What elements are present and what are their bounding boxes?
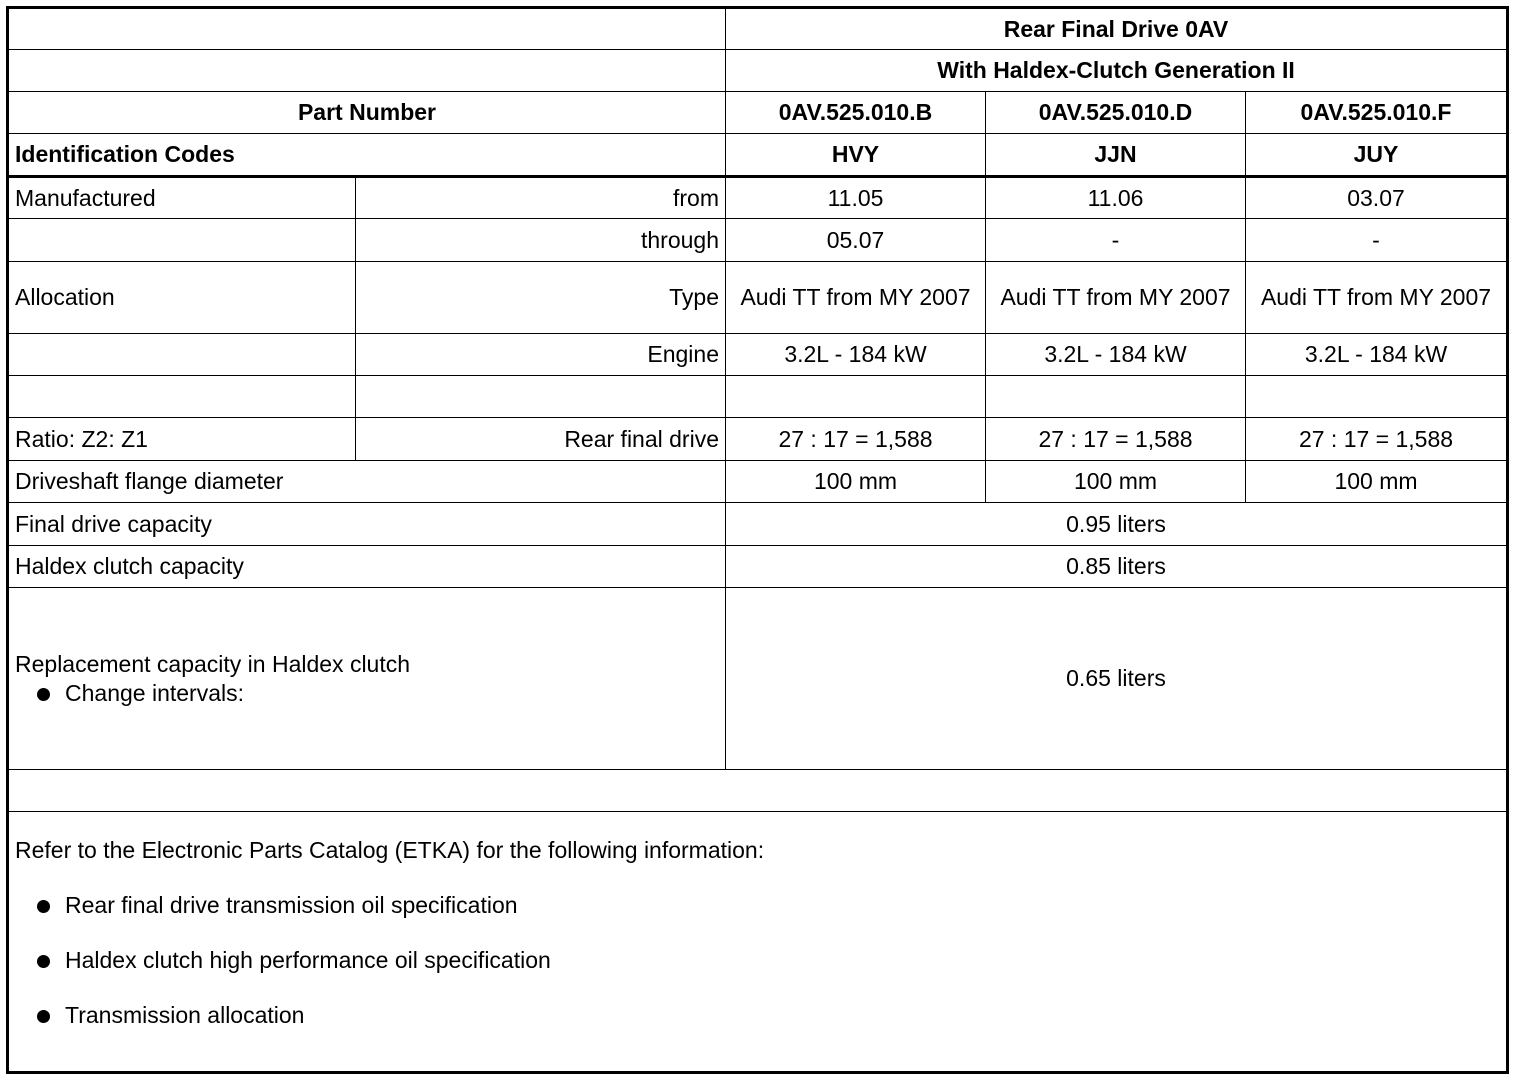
change-intervals-text: Change intervals:	[65, 679, 244, 706]
engine-value: 3.2L - 184 kW	[1246, 334, 1508, 376]
engine-value: 3.2L - 184 kW	[726, 334, 986, 376]
type-value: Audi TT from MY 2007	[1246, 262, 1508, 334]
blank-cell	[8, 376, 356, 418]
blank-cell	[8, 334, 356, 376]
haldex-capacity-label: Haldex clutch capacity	[8, 546, 726, 588]
replacement-capacity-cell	[8, 588, 726, 770]
id-codes-label: Identification Codes	[8, 134, 726, 177]
blank-cell	[8, 219, 356, 262]
bullet-icon	[37, 688, 50, 701]
type-value: Audi TT from MY 2007	[726, 262, 986, 334]
blank-cell	[726, 376, 986, 418]
part-number-d: 0AV.525.010.D	[986, 92, 1246, 134]
through-value: 05.07	[726, 219, 986, 262]
bullet-icon	[37, 1010, 50, 1023]
change-intervals-list	[15, 679, 719, 708]
id-code-hvy: HVY	[726, 134, 986, 177]
type-label: Type	[356, 262, 726, 334]
flange-diameter-value: 100 mm	[726, 461, 986, 503]
blank-cell	[356, 376, 726, 418]
list-item	[15, 946, 1500, 975]
blank-row	[8, 770, 1508, 812]
etka-item-transmission-allocation: Transmission allocation	[65, 1001, 305, 1028]
through-value: -	[1246, 219, 1508, 262]
blank-cell	[986, 376, 1246, 418]
blank-header-cell	[8, 50, 726, 92]
flange-diameter-label: Driveshaft flange diameter	[8, 461, 726, 503]
etka-info-list	[15, 891, 1500, 1030]
flange-diameter-value: 100 mm	[1246, 461, 1508, 503]
from-value: 03.07	[1246, 177, 1508, 219]
through-label: through	[356, 219, 726, 262]
engine-label: Engine	[356, 334, 726, 376]
part-number-b: 0AV.525.010.B	[726, 92, 986, 134]
list-item	[15, 891, 1500, 920]
id-code-juy: JUY	[1246, 134, 1508, 177]
ratio-value: 27 : 17 = 1,588	[1246, 418, 1508, 461]
from-label: from	[356, 177, 726, 219]
blank-cell	[1246, 376, 1508, 418]
allocation-label: Allocation	[8, 262, 356, 334]
etka-lead-text: Refer to the Electronic Parts Catalog (ETKA) for the following information:	[15, 836, 765, 863]
table-title: Rear Final Drive 0AV	[726, 8, 1508, 50]
through-value: -	[986, 219, 1246, 262]
etka-reference-cell	[8, 812, 1508, 1073]
ratio-label: Ratio: Z2: Z1	[8, 418, 356, 461]
part-number-f: 0AV.525.010.F	[1246, 92, 1508, 134]
list-item	[15, 1001, 1500, 1030]
etka-item-haldex-oil: Haldex clutch high performance oil specification	[65, 946, 551, 973]
table-subtitle: With Haldex-Clutch Generation II	[726, 50, 1508, 92]
replacement-capacity-value: 0.65 liters	[726, 588, 1508, 770]
manufactured-label: Manufactured	[8, 177, 356, 219]
from-value: 11.05	[726, 177, 986, 219]
from-value: 11.06	[986, 177, 1246, 219]
replacement-capacity-label: Replacement capacity in Haldex clutch	[15, 650, 411, 677]
type-value: Audi TT from MY 2007	[986, 262, 1246, 334]
bullet-icon	[37, 900, 50, 913]
part-number-label: Part Number	[8, 92, 726, 134]
blank-header-cell	[8, 8, 726, 50]
id-code-jjn: JJN	[986, 134, 1246, 177]
ratio-value: 27 : 17 = 1,588	[726, 418, 986, 461]
list-item	[15, 679, 719, 708]
ratio-value: 27 : 17 = 1,588	[986, 418, 1246, 461]
etka-item-oil-spec: Rear final drive transmission oil specification	[65, 891, 518, 918]
haldex-capacity-value: 0.85 liters	[726, 546, 1508, 588]
flange-diameter-value: 100 mm	[986, 461, 1246, 503]
final-drive-capacity-value: 0.95 liters	[726, 503, 1508, 546]
rear-final-drive-label: Rear final drive	[356, 418, 726, 461]
engine-value: 3.2L - 184 kW	[986, 334, 1246, 376]
rear-final-drive-spec-table	[6, 6, 1509, 1074]
final-drive-capacity-label: Final drive capacity	[8, 503, 726, 546]
bullet-icon	[37, 955, 50, 968]
